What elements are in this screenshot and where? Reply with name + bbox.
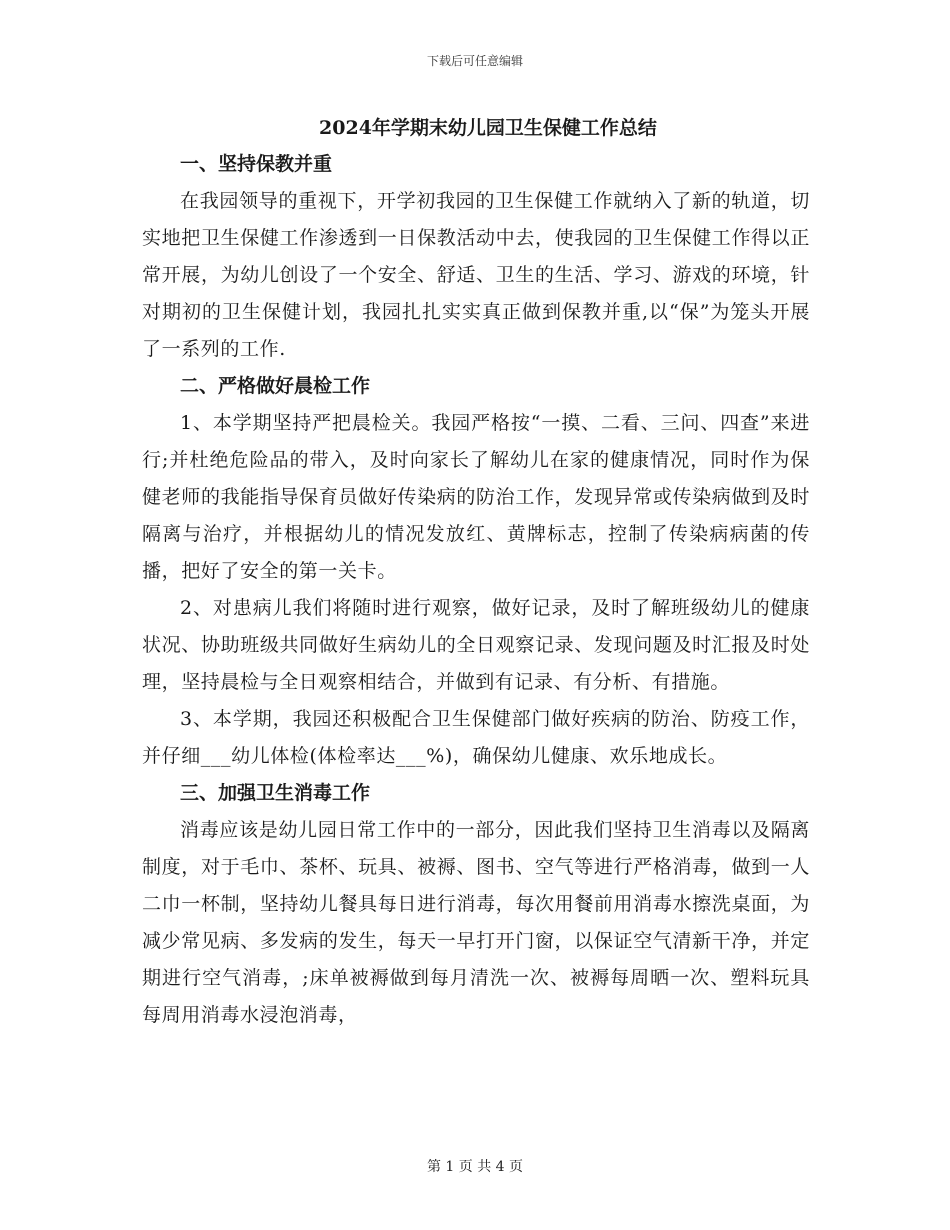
section-1-paragraph-1: 在我园领导的重视下，开学初我园的卫生保健工作就纳入了新的轨道，切实地把卫生保健工作渗透到一日保教活动中去，使我园的卫生保健工作得以正常开展，为幼儿创设了一个安全、舒适、卫生的生活、学习、游戏的环境，针对期初的卫生保健计划，我园扎扎实实真正做到保教并重,以“保”为笼头开展了一系列的工作. <box>142 190 810 360</box>
section-heading-1: 一、坚持保教并重 <box>180 153 333 175</box>
section-heading-3: 三、加强卫生消毒工作 <box>180 782 371 804</box>
page-header-note: 下载后可任意编辑 <box>426 54 523 68</box>
section-3-paragraph-1: 消毒应该是幼儿园日常工作中的一部分，因此我们坚持卫生消毒以及隔离制度，对于毛巾、茶杯、玩具、被褥、图书、空气等进行严格消毒，做到一人二巾一杯制，坚持幼儿餐具每日进行消毒，每次用餐前用消毒水擦洗桌面，为减少常见病、多发病的发生，每天一早打开门窗，以保证空气清新干净，并定期进行空气消毒，;床单被褥做到每月清洗一次、被褥每周晒一次、塑料玩具每周用消毒水浸泡消毒， <box>142 819 810 1026</box>
page-footer-number: 第 1 页 共 4 页 <box>426 1159 524 1175</box>
document-title: 2024年学期末幼儿园卫生保健工作总结 <box>319 117 657 139</box>
section-2-paragraph-1: 1、本学期坚持严把晨检关。我园严格按“一摸、二看、三问、四查”来进行;并杜绝危险品的带入，及时向家长了解幼儿在家的健康情况，同时作为保健老师的我能指导保育员做好传染病的防治工作，发现异常或传染病做到及时隔离与治疗，并根据幼儿的情况发放红、黄牌标志，控制了传染病病菌的传播，把好了安全的第一关卡。 <box>142 412 810 582</box>
document-body <box>142 110 810 1034</box>
section-2-paragraph-3: 3、本学期，我园还积极配合卫生保健部门做好疾病的防治、防疫工作，并仔细___幼儿体检(体检率达___%)，确保幼儿健康、欢乐地成长。 <box>142 708 810 767</box>
section-2-paragraph-2: 2、对患病儿我们将随时进行观察，做好记录，及时了解班级幼儿的健康状况、协助班级共同做好生病幼儿的全日观察记录、发现问题及时汇报及时处理，坚持晨检与全日观察相结合，并做到有记录、有分析、有措施。 <box>142 597 810 693</box>
section-heading-2: 二、严格做好晨检工作 <box>180 375 371 397</box>
